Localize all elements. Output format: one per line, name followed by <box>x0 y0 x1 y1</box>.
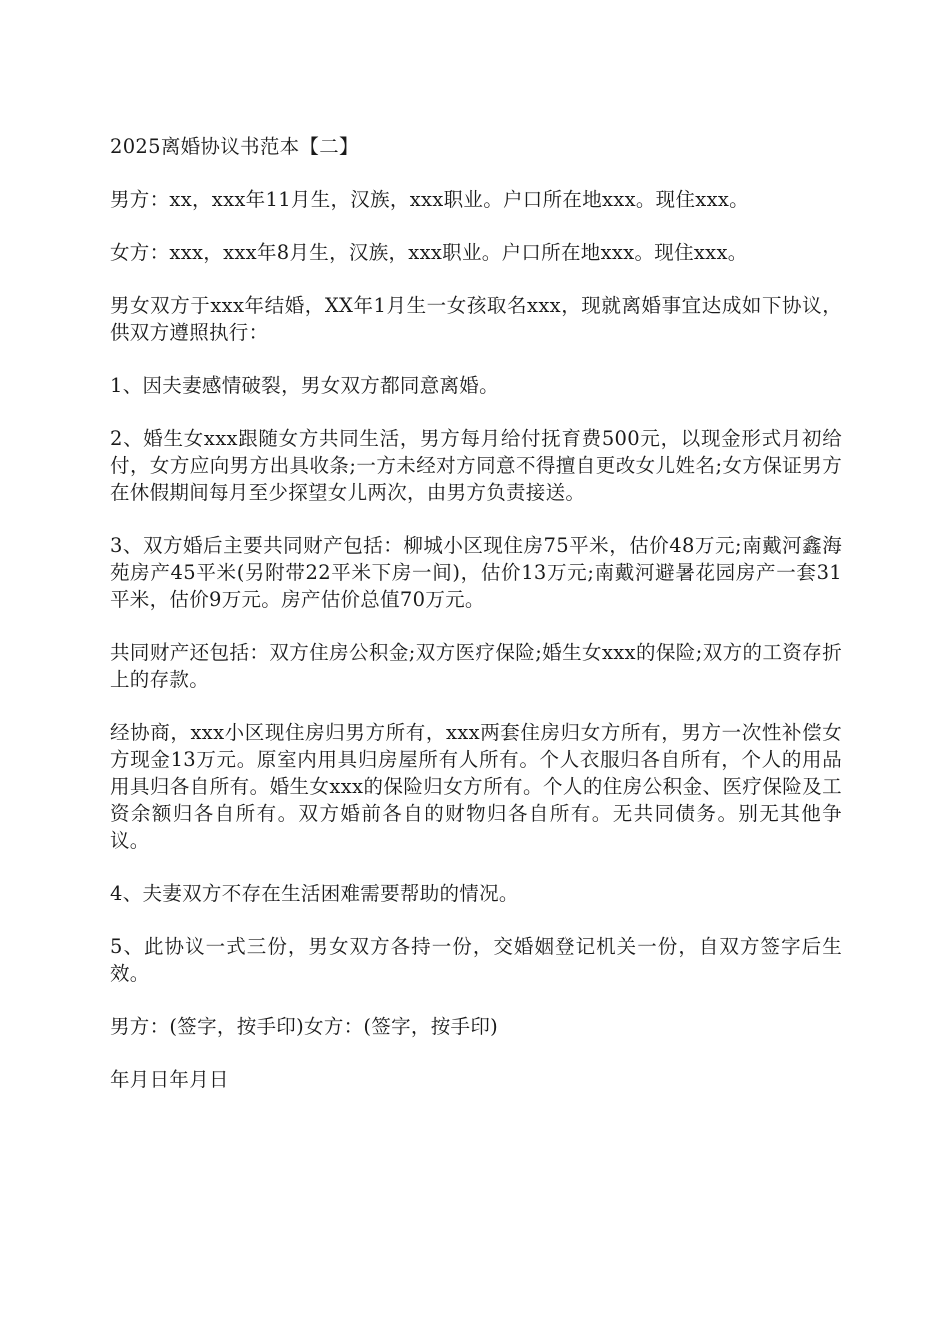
male-party-info: 男方：xx，xxx年11月生，汉族，xxx职业。户口所在地xxx。现住xxx。 <box>110 188 749 211</box>
signature-line: 男方：(签字，按手印)女方：(签字，按手印) <box>110 1015 499 1038</box>
joint-property-extra: 共同财产还包括：双方住房公积金;双方医疗保险;婚生女xxx的保险;双方的工资存折上的存款。 <box>110 641 842 691</box>
clause-4: 4、夫妻双方不存在生活困难需要帮助的情况。 <box>110 882 519 905</box>
clause-3: 3、双方婚后主要共同财产包括：柳城小区现住房75平米，估价48万元;南戴河鑫海苑房产45平米(另附带22平米下房一间)，估价13万元;南戴河避暑花园房产一套31平米，估价9万元。房产估价总值70万元。 <box>110 534 842 611</box>
property-division: 经协商，xxx小区现住房归男方所有，xxx两套住房归女方所有，男方一次性补偿女方现金13万元。原室内用具归房屋所有人所有。个人衣服归各自所有，个人的用品用具归各自所有。婚生女xxx的保险归女方所有。个人的住房公积金、医疗保险及工资余额归各自所有。双方婚前各自的财物归各自所有。无共同债务。别无其他争议。 <box>110 721 842 852</box>
document-body <box>110 133 842 1119</box>
clause-2: 2、婚生女xxx跟随女方共同生活，男方每月给付抚育费500元，以现金形式月初给付，女方应向男方出具收条;一方未经对方同意不得擅自更改女儿姓名;女方保证男方在休假期间每月至少探望女儿两次，由男方负责接送。 <box>110 427 842 504</box>
female-party-info: 女方：xxx，xxx年8月生，汉族，xxx职业。户口所在地xxx。现住xxx。 <box>110 241 748 264</box>
date-line: 年月日年月日 <box>110 1068 229 1091</box>
clause-1: 1、因夫妻感情破裂，男女双方都同意离婚。 <box>110 374 499 397</box>
clause-5: 5、此协议一式三份，男女双方各持一份，交婚姻登记机关一份，自双方签字后生效。 <box>110 935 842 985</box>
marriage-intro: 男女双方于xxx年结婚，XX年1月生一女孩取名xxx，现就离婚事宜达成如下协议，供双方遵照执行： <box>110 294 842 344</box>
document-title: 2025离婚协议书范本【二】 <box>110 135 359 158</box>
